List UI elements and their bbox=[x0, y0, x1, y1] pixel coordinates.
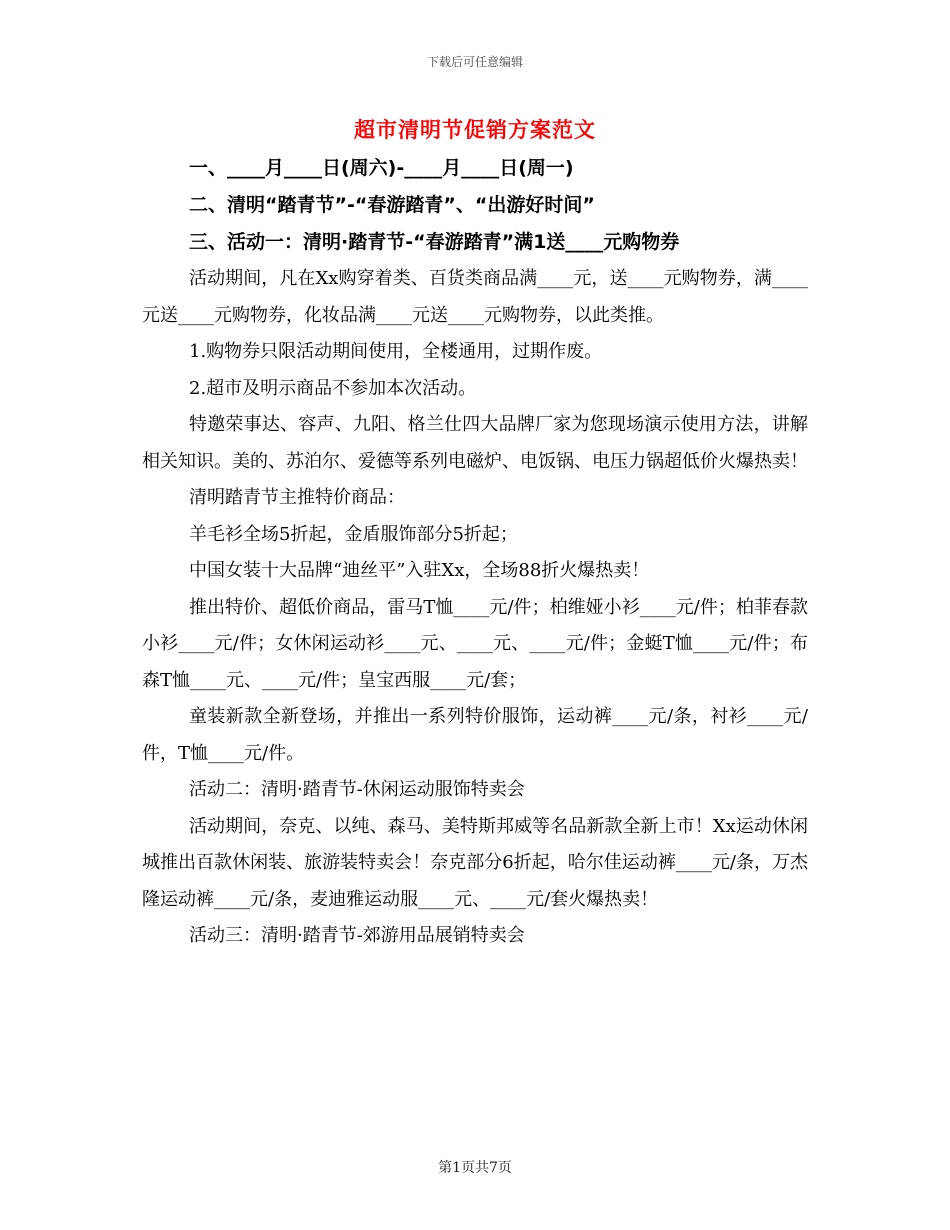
page-number-indicator: 第1页共7页 bbox=[438, 1160, 512, 1176]
page-header-note: 下载后可任意编辑 bbox=[426, 55, 523, 69]
paragraph-rule-2: 2.超市及明示商品不参加本次活动。 bbox=[189, 377, 477, 399]
paragraph-sweater-discount: 羊毛衫全场5折起，金盾服饰部分5折起； bbox=[189, 523, 518, 545]
paragraph-special-prices: 推出特价、超低价商品，雷马T恤____元/件；柏维娅小衫____元/件；柏菲春款小衫____元/件；女休闲运动衫____元、____元、____元/件；金蜓T恤____元/件；布森T恤____元、____元/件；皇宝西服____元/套； bbox=[142, 596, 808, 691]
paragraph-featured-intro: 清明踏青节主推特价商品： bbox=[189, 487, 405, 508]
document-title: 超市清明节促销方案范文 bbox=[354, 118, 596, 142]
paragraph-activity-2-title: 活动二：清明·踏青节-休闲运动服饰特卖会 bbox=[189, 779, 525, 800]
section-heading-2: 二、清明“踏青节”-“春游踏青”、“出游好时间” bbox=[189, 194, 595, 216]
paragraph-coupon-rules: 活动期间，凡在Xx购穿着类、百货类商品满____元，送____元购物券，满____元送____元购物券，化妆品满____元送____元购物券，以此类推。 bbox=[142, 268, 808, 326]
section-heading-3: 三、活动一：清明·踏青节-“春游踏青”满1送____元购物券 bbox=[189, 231, 680, 253]
section-heading-1: 一、____月____日(周六)-____月____日(周一) bbox=[189, 157, 574, 179]
paragraph-kids-wear: 童装新款全新登场，并推出一系列特价服饰，运动裤____元/条，衬衫____元/件，T恤____元/件。 bbox=[142, 706, 808, 764]
paragraph-activity-2-detail: 活动期间，奈克、以纯、森马、美特斯邦威等名品新款全新上市！Xx运动休闲城推出百款休闲装、旅游装特卖会！奈克部分6折起，哈尔佳运动裤____元/条，万杰隆运动裤____元/条，麦迪雅运动服____元、____元/套火爆热卖！ bbox=[142, 815, 808, 910]
paragraph-rule-1: 1.购物券只限活动期间使用，全楼通用，过期作废。 bbox=[189, 341, 603, 362]
document-body bbox=[142, 150, 808, 955]
paragraph-activity-3-title: 活动三：清明·踏青节-郊游用品展销特卖会 bbox=[189, 925, 525, 946]
paragraph-womens-brand: 中国女装十大品牌“迪丝平”入驻Xx，全场88折火爆热卖！ bbox=[189, 560, 650, 581]
paragraph-brand-demo: 特邀荣事达、容声、九阳、格兰仕四大品牌厂家为您现场演示使用方法，讲解相关知识。美的、苏泊尔、爱德等系列电磁炉、电饭锅、电压力锅超低价火爆热卖！ bbox=[142, 414, 808, 472]
